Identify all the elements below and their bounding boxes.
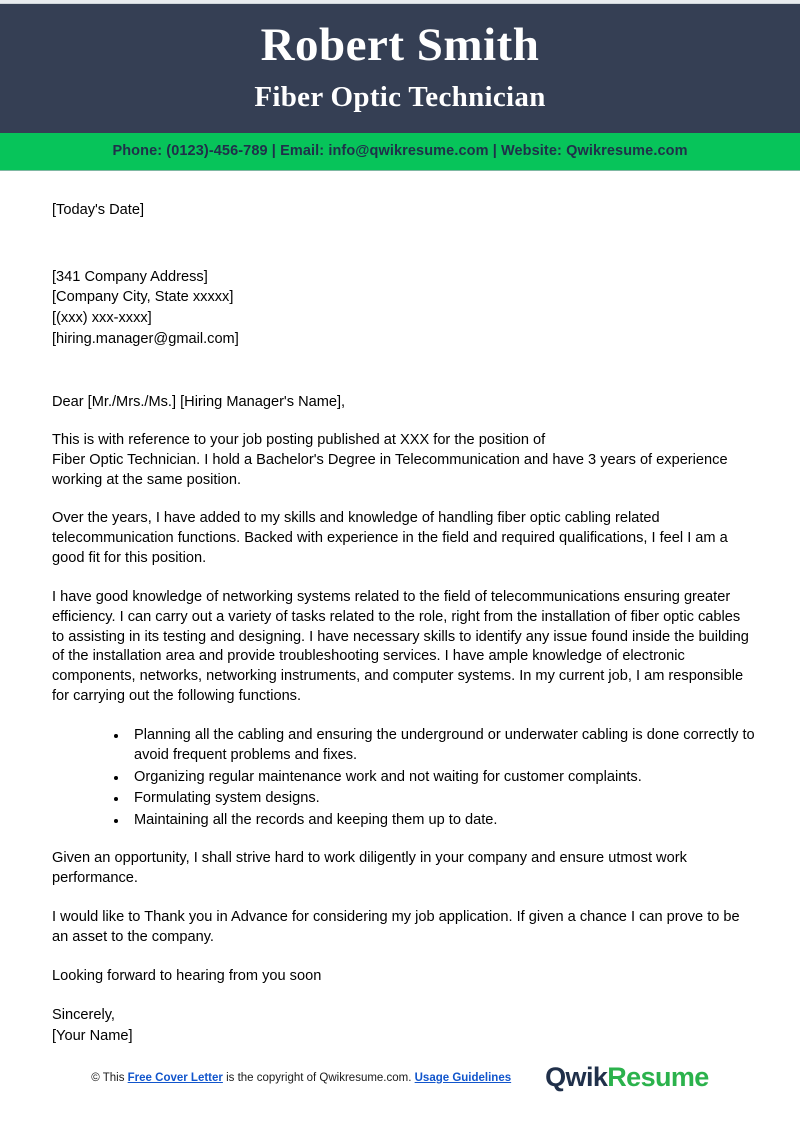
sign-off: Sincerely, <box>52 1007 115 1024</box>
document-header <box>0 4 800 133</box>
recipient-city-line: [Company City, State xxxxx] <box>52 289 234 306</box>
salutation: Dear [Mr./Mrs./Ms.] [Hiring Manager's Name], <box>52 394 346 411</box>
paragraph-intro-line-1: This is with reference to your job posting published at XXX for the position of <box>52 431 546 448</box>
contact-line: Phone: (0123)-456-789 | Email: info@qwikresume.com | Website: Qwikresume.com <box>112 143 688 160</box>
footer-copyright-prefix: © This <box>91 1071 128 1084</box>
list-item: Planning all the cabling and ensuring the underground or underwater cabling is done correctly to avoid frequent problems and fixes. <box>112 726 756 766</box>
paragraph-skills: I have good knowledge of networking systems related to the field of telecommunications ensuring greater efficiency. I can carry out a variety of tasks related to the role, right from the installation of fiber optic cables to assisting in its testing and designing. I have necessary skills to identify any issue found inside the building of the installation area and provide troubleshooting services. I have ample knowledge of electronic components, networks, networking instruments, and computer systems. In my current job, I am responsible for carrying out the following functions. <box>52 588 749 705</box>
free-cover-letter-link[interactable]: Free Cover Letter <box>127 1071 223 1084</box>
closing-line: Looking forward to hearing from you soon <box>52 967 322 984</box>
footer-copyright <box>91 1072 511 1084</box>
paragraph-intro-line-2: Fiber Optic Technician. I hold a Bachelor's Degree in Telecommunication and have 3 years of experience working at the same position. <box>52 451 728 488</box>
recipient-email-line: [hiring.manager@gmail.com] <box>52 330 239 347</box>
applicant-name: Robert Smith <box>260 19 540 71</box>
document-footer <box>0 1062 800 1093</box>
qwikresume-logo[interactable] <box>545 1062 709 1093</box>
signature-name: [Your Name] <box>52 1027 133 1044</box>
usage-guidelines-link[interactable]: Usage Guidelines <box>414 1071 512 1084</box>
recipient-address-block <box>52 267 756 350</box>
recipient-address-line: [341 Company Address] <box>52 268 208 285</box>
paragraph-intro <box>52 431 756 491</box>
responsibilities-list <box>52 726 756 831</box>
list-item: Organizing regular maintenance work and not waiting for customer complaints. <box>112 768 756 788</box>
logo-text-resume: Resume <box>607 1062 709 1092</box>
paragraph-opportunity: Given an opportunity, I shall strive hard to work diligently in your company and ensure utmost work performance. <box>52 850 687 887</box>
applicant-job-title: Fiber Optic Technician <box>254 81 546 114</box>
logo-text-qwik: Qwik <box>545 1062 608 1092</box>
contact-bar <box>0 133 800 171</box>
list-item: Maintaining all the records and keeping them up to date. <box>112 811 756 831</box>
footer-copyright-middle: is the copyright of Qwikresume.com. <box>222 1071 415 1084</box>
date-placeholder: [Today's Date] <box>52 202 145 219</box>
signature-block <box>52 1005 756 1046</box>
list-item: Formulating system designs. <box>112 789 756 809</box>
paragraph-thanks: I would like to Thank you in Advance for considering my job application. If given a chance I can prove to be an asset to the company. <box>52 908 740 945</box>
paragraph-experience: Over the years, I have added to my skills and knowledge of handling fiber optic cabling related telecommunication functions. Backed with experience in the field and required qualifications, I feel I am a good fit for this position. <box>52 510 728 567</box>
recipient-phone-line: [(xxx) xxx-xxxx] <box>52 309 152 326</box>
letter-body <box>0 171 800 1046</box>
